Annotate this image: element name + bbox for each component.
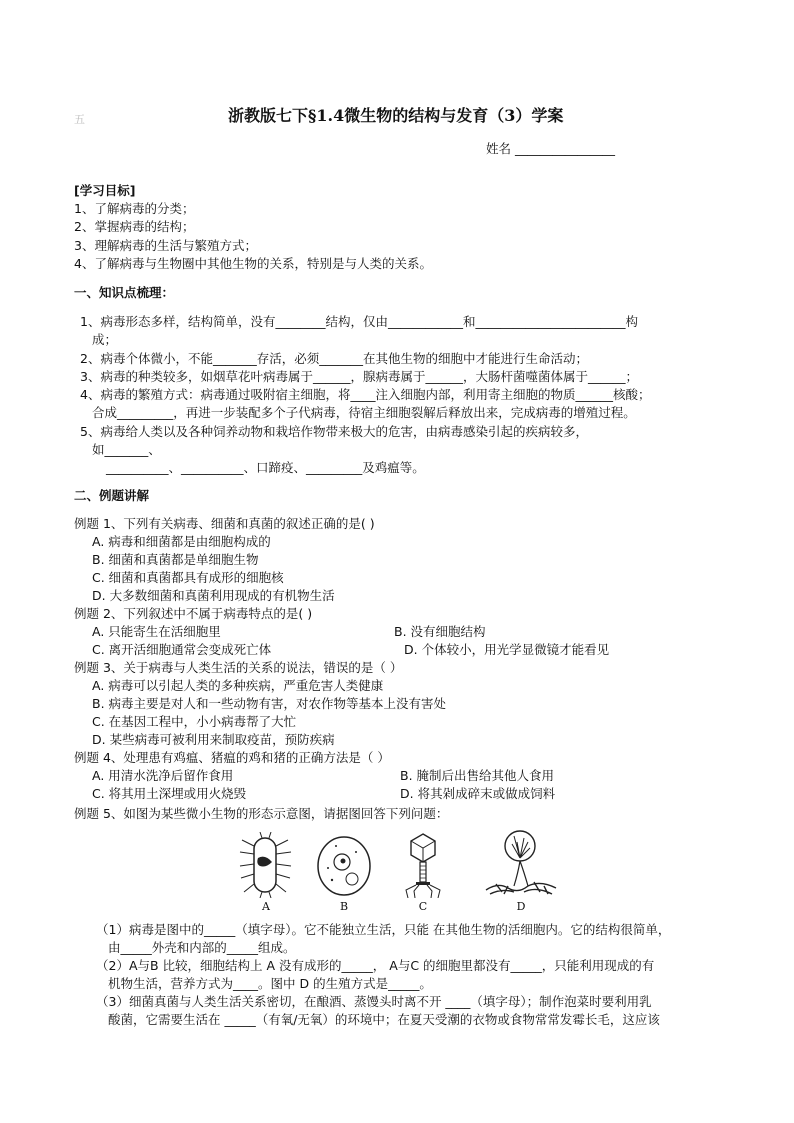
- figure-label: A: [262, 900, 270, 913]
- question-4-option: A. 用清水洗净后留作食用: [92, 768, 234, 783]
- page-title: 浙教版七下§1.4微生物的结构与发育（3）学案: [228, 106, 564, 125]
- question-5-line: （2）A与B 比较，细胞结构上 A 没有成形的_____， A与C 的细胞里都没有_____，只能利用现成的有: [96, 958, 655, 973]
- question-1-option: A. 病毒和细菌都是由细胞构成的: [92, 534, 271, 549]
- question-1-option: D. 大多数细菌和真菌利用现成的有机物生活: [92, 588, 335, 603]
- question-1-stem: 例题 1、下列有关病毒、细菌和真菌的叙述正确的是( ): [74, 516, 375, 531]
- question-3-option: D. 某些病毒可被利用来制取疫苗，预防疾病: [92, 732, 335, 747]
- question-3-option: A. 病毒可以引起人类的多种疾病，严重危害人类健康: [92, 678, 384, 693]
- question-2-option: A. 只能寄生在活细胞里: [92, 624, 221, 639]
- question-5-line: （3）细菌真菌与人类生活关系密切，在酿酒、蒸馒头时离不开 ____（填字母）；制作泡菜时要利用乳: [96, 994, 652, 1009]
- mold-icon: [484, 828, 558, 898]
- name-line: 姓名 ________________: [486, 141, 615, 156]
- section1-heading: 一、知识点梳理：: [74, 285, 175, 300]
- knowledge-line: 5、病毒给人类以及各种饲养动物和栽培作物带来极大的危害，由病毒感染引起的疾病较多，: [80, 424, 588, 439]
- knowledge-line: 合成_________，再进一步装配多个子代病毒，待宿主细胞裂解后释放出来，完成病毒的增殖过程。: [92, 405, 636, 420]
- question-3-option: B. 病毒主要是对人和一些动物有害，对农作物等基本上没有害处: [92, 696, 447, 711]
- question-5-line: 酸菌，它需要生活在 _____（有氧/无氧）的环境中；在夏天受潮的衣物或食物常常发霉长毛，这应该: [108, 1012, 660, 1027]
- question-2-option: C. 离开活细胞通常会变成死亡体: [92, 642, 272, 657]
- bacterium-icon: [236, 832, 296, 898]
- figure-c: [398, 832, 448, 913]
- question-2-option: D. 个体较小，用光学显微镜才能看见: [404, 642, 610, 657]
- question-5-stem: 例题 5、如图为某些微小生物的形态示意图，请据图回答下列问题：: [74, 806, 449, 821]
- figure-d: [484, 828, 558, 913]
- knowledge-line: 4、病毒的繁殖方式：病毒通过吸附宿主细胞，将____注入细胞内部，利用寄主细胞的物质______核酸；: [80, 387, 651, 402]
- knowledge-line: 成；: [92, 332, 118, 347]
- figure-label: C: [418, 900, 428, 913]
- question-3-stem: 例题 3、关于病毒与人类生活的关系的说法，错误的是（ ）: [74, 660, 403, 675]
- question-1-option: B. 细菌和真菌都是单细胞生物: [92, 552, 259, 567]
- knowledge-line: 如_______、: [92, 442, 161, 457]
- question-4-option: C. 将其用土深埋或用火烧毁: [92, 786, 247, 801]
- goal-item: 4、了解病毒与生物圈中其他生物的关系，特别是与人类的关系。: [74, 256, 432, 271]
- question-4-option: B. 腌制后出售给其他人食用: [400, 768, 555, 783]
- question-5-line: 机物生活，营养方式为____。图中 D 的生殖方式是_____。: [108, 976, 432, 991]
- figure-label: B: [339, 900, 349, 913]
- question-4-stem: 例题 4、处理患有鸡瘟、猪瘟的鸡和猪的正确方法是（ ）: [74, 750, 390, 765]
- goal-item: 3、理解病毒的生活与繁殖方式；: [74, 238, 257, 253]
- question-2-stem: 例题 2、下列叙述中不属于病毒特点的是( ): [74, 606, 313, 621]
- goal-item: 1、了解病毒的分类；: [74, 201, 195, 216]
- bacteriophage-icon: [398, 832, 448, 898]
- question-4-option: D. 将其剁成碎末或做成饲料: [400, 786, 556, 801]
- question-3-option: C. 在基因工程中，小小病毒帮了大忙: [92, 714, 297, 729]
- question-1-option: C. 细菌和真菌都具有成形的细胞核: [92, 570, 284, 585]
- knowledge-line: 3、病毒的种类较多，如烟草花叶病毒属于______，腺病毒属于______，大肠杆菌噬菌体属于______；: [80, 369, 638, 384]
- figure-b: [312, 832, 376, 913]
- corner-mark: 五: [74, 113, 85, 126]
- question-2-option: B. 没有细胞结构: [394, 624, 486, 639]
- knowledge-line: 2、病毒个体微小，不能_______存活，必须_______在其他生物的细胞中才能进行生命活动；: [80, 351, 588, 366]
- question-5-line: 由_____外壳和内部的_____组成。: [108, 940, 296, 955]
- knowledge-line: __________、__________、口蹄疫、_________及鸡瘟等。: [106, 460, 425, 475]
- figure-label: D: [516, 900, 526, 913]
- goals-heading: [学习目标]: [74, 183, 136, 198]
- section2-heading: 二、例题讲解: [74, 488, 150, 503]
- knowledge-line: 1、病毒形态多样，结构简单，没有________结构，仅由____________和________________________构: [80, 314, 638, 329]
- figure-a: [236, 832, 296, 913]
- goal-item: 2、掌握病毒的结构；: [74, 219, 195, 234]
- question-5-line: （1）病毒是图中的_____（填字母）。它不能独立生活，只能 在其他生物的活细胞内。它的结构很简单，: [96, 922, 671, 937]
- yeast-cell-icon: [312, 832, 376, 898]
